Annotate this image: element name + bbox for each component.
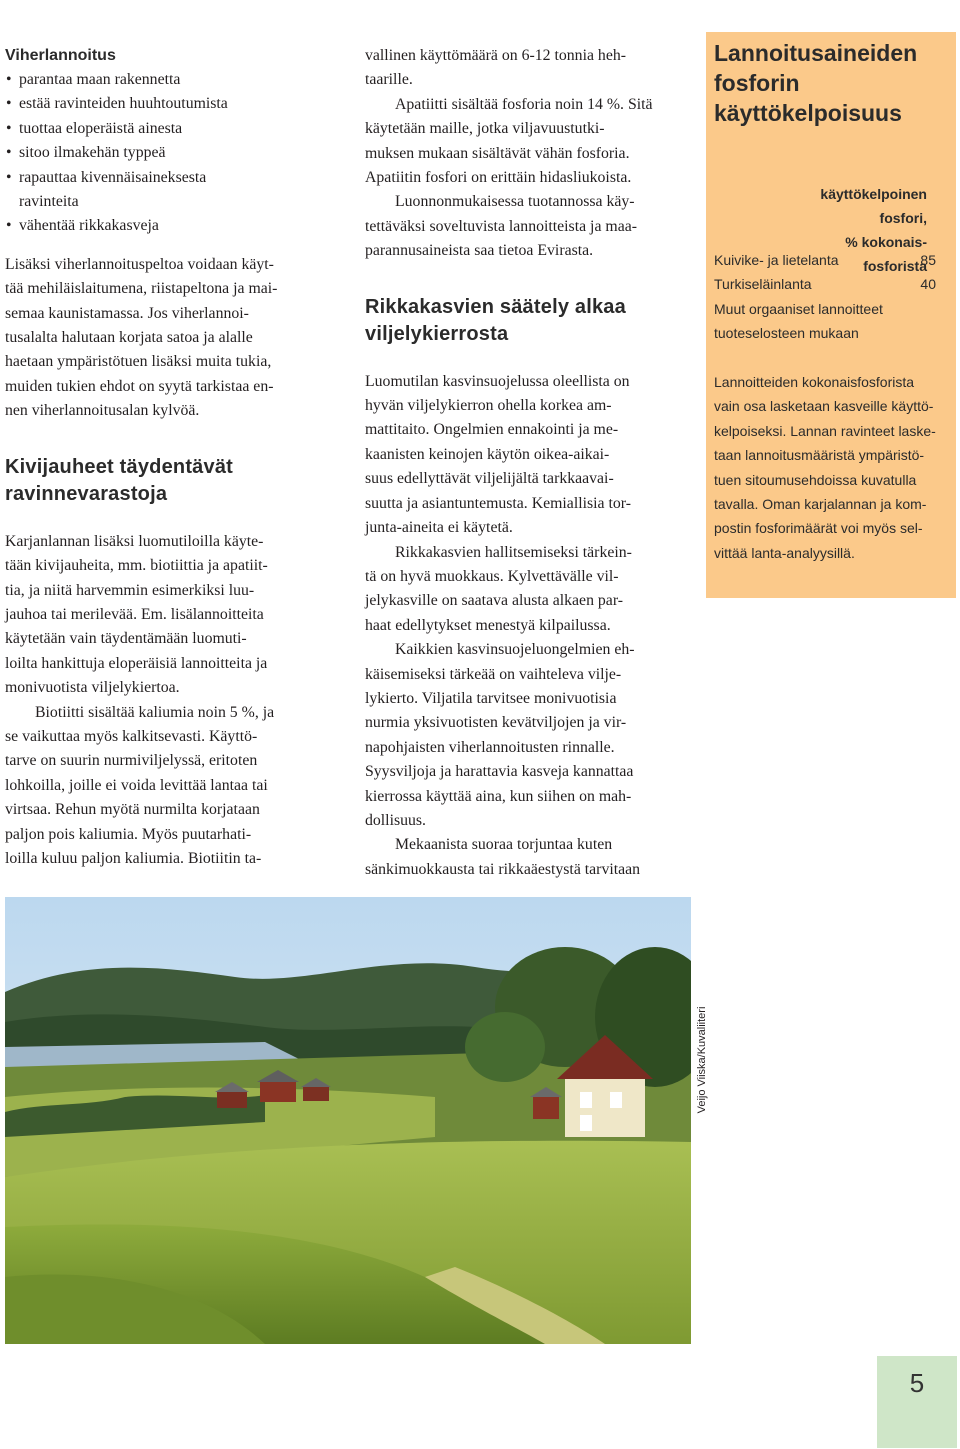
page-number: 5 bbox=[909, 1368, 925, 1398]
text-line: Syysviljoja ja harattavia kasveja kannattaa bbox=[365, 763, 634, 781]
paragraph-viljelykierto bbox=[365, 638, 690, 833]
text-line: Karjanlannan lisäksi luomutiloilla käyte- bbox=[5, 532, 264, 550]
text-line: Kaikkien kasvinsuojeluongelmien eh- bbox=[395, 641, 635, 659]
text-line: tusalalta halutaan korjata satoa ja alalle bbox=[5, 329, 253, 347]
text-line: Lisäksi viherlannoituspeltoa voidaan käyt- bbox=[5, 255, 274, 273]
paragraph-kayttomaara bbox=[365, 44, 690, 93]
text-line: se vaikuttaa myös kalkitsevasti. Käyttö- bbox=[5, 727, 258, 745]
list-item bbox=[5, 214, 330, 238]
paragraph-muokkaus bbox=[365, 541, 690, 639]
list-item bbox=[5, 190, 330, 214]
text-line: Luonnonmukaisessa tuotannossa käy- bbox=[395, 193, 635, 211]
paragraph-viherlannoituspelto bbox=[5, 253, 330, 424]
column-header-line: % kokonais- bbox=[845, 234, 927, 250]
text-line: junta-aineita ei käytetä. bbox=[365, 519, 513, 537]
list-item bbox=[5, 117, 330, 141]
sidebar-note-line: vittää lanta-analyysillä. bbox=[714, 544, 855, 561]
text-line: muiden tukien ehdot on syytä tarkistaa en- bbox=[5, 377, 274, 395]
text-line: paljon pois kaliumia. Myös puutarhati- bbox=[5, 825, 252, 843]
sidebar-note-line: tavalla. Oman karjalannan ja kom- bbox=[714, 496, 927, 513]
table-row bbox=[714, 321, 946, 345]
table-row bbox=[714, 297, 946, 321]
sidebar-title-line: fosforin bbox=[714, 70, 800, 96]
sidebar-title bbox=[714, 38, 952, 128]
text-line: suus edellyttävät viljelijältä tarkkaavai- bbox=[365, 470, 614, 488]
list-item-text: ravinteita bbox=[19, 193, 79, 211]
heading-line: ravinnevarastoja bbox=[5, 482, 168, 505]
text-line: nurmia yksivuotisten kevätviljojen ja vir- bbox=[365, 714, 627, 732]
text-line: tää mehiläislaitumena, riistapeltona ja mai- bbox=[5, 280, 278, 298]
heading-line: viljelykierrosta bbox=[365, 322, 509, 345]
text-line: lykierto. Viljatila tarvitsee monivuotisia bbox=[365, 689, 617, 707]
table-row-label: tuoteselosteen mukaan bbox=[714, 325, 859, 342]
text-line: Rikkakasvien hallitsemiseksi tärkein- bbox=[395, 543, 632, 561]
bullet-icon: • bbox=[6, 144, 12, 162]
left-column bbox=[5, 44, 330, 871]
sidebar-note-line: taan lannoitusmääristä ympäristö- bbox=[714, 447, 925, 464]
rikkakasvien-heading bbox=[365, 294, 690, 348]
paragraph-kivijauheet bbox=[5, 530, 330, 701]
text-line: muksen mukaan sisältävät vähän fosforia. bbox=[365, 144, 630, 162]
text-line: Biotiitti sisältää kaliumia noin 5 %, ja bbox=[35, 703, 275, 721]
text-line: Luomutilan kasvinsuojelussa oleellista on bbox=[365, 372, 630, 390]
list-item-text: parantaa maan rakennetta bbox=[19, 71, 181, 88]
text-line: napohjaisten viherlannoitusten rinnalle. bbox=[365, 738, 615, 756]
kivijauheet-heading bbox=[5, 454, 330, 508]
text-line: lohkoilla, joille ei voida levittää lantaa tai bbox=[5, 776, 268, 794]
text-line: loilta hankittuja eloperäisiä lannoitteita ja bbox=[5, 654, 268, 672]
landscape-photo-illustration bbox=[5, 897, 691, 1344]
text-line: tään kivijauheita, mm. biotiittia ja apatiit- bbox=[5, 557, 268, 575]
text-line: Apatiitin fosfori on erittäin hidasliukoista. bbox=[365, 169, 632, 187]
table-row bbox=[714, 248, 946, 272]
heading-line: Kivijauheet täydentävät bbox=[5, 455, 234, 478]
table-row-value: 40 bbox=[920, 276, 936, 293]
list-item bbox=[5, 166, 330, 190]
text-line: tä on hyvä muokkaus. Kylvettävälle vil- bbox=[365, 567, 619, 585]
table-row-label: Turkiseläinlanta bbox=[714, 276, 812, 293]
phosphorus-availability-sidebar bbox=[706, 32, 956, 598]
table-row-label: Kuivike- ja lietelanta bbox=[714, 252, 839, 268]
text-line: käisemiseksi tärkeää on vaihteleva vilje- bbox=[365, 665, 622, 683]
page-number-box bbox=[877, 1356, 957, 1448]
viherlannoitus-benefits-list bbox=[5, 68, 330, 239]
sidebar-title-line: käyttökelpoisuus bbox=[714, 100, 902, 126]
bullet-icon: • bbox=[6, 217, 12, 235]
list-item bbox=[5, 68, 330, 92]
text-line: mattitaito. Ongelmien ennakointi ja me- bbox=[365, 421, 619, 439]
column-header-line: fosfori, bbox=[879, 210, 927, 226]
photo-credit bbox=[696, 1005, 708, 1115]
landscape-photo bbox=[5, 897, 691, 1344]
bullet-icon: • bbox=[6, 95, 12, 113]
list-item-text: rapauttaa kivennäisaineksesta bbox=[19, 168, 207, 186]
text-line: haat edellytykset menestyä kilpailussa. bbox=[365, 616, 611, 634]
viherlannoitus-heading: Viherlannoitus bbox=[5, 47, 116, 64]
list-item bbox=[5, 141, 330, 165]
text-line: haetaan ympäristötuen lisäksi muita tukia, bbox=[5, 353, 272, 371]
sidebar-note-line: tuen sitoumusehdoissa kuvatulla bbox=[714, 471, 917, 488]
column-header-line: käyttökelpoinen bbox=[820, 186, 927, 202]
paragraph-apatiitti bbox=[365, 93, 690, 191]
list-item-text: estää ravinteiden huuhtoutumista bbox=[19, 95, 228, 113]
text-line: käytetään vain täydentämään luomuti- bbox=[5, 630, 247, 648]
middle-column bbox=[365, 44, 690, 882]
sidebar-table bbox=[714, 248, 946, 346]
text-line: dollisuus. bbox=[365, 811, 427, 829]
list-item-text: sitoo ilmakehän typpeä bbox=[19, 144, 166, 162]
text-line: jauhoa tai merilevää. Em. lisälannoitteita bbox=[5, 605, 264, 623]
sidebar-note-line: kelpoiseksi. Lannan ravinteet laske- bbox=[714, 422, 936, 439]
paragraph-mekaaninen-torjunta bbox=[365, 833, 690, 882]
text-line: semaa kaunistamassa. Jos viherlannoi- bbox=[5, 304, 249, 322]
bullet-icon: • bbox=[6, 168, 12, 186]
column-header-line: fosforista bbox=[863, 258, 927, 274]
text-line: tettäväksi soveltuvista lannoitteista ja maa- bbox=[365, 217, 637, 235]
text-line: kaanisten keinojen käytön oikea-aikai- bbox=[365, 445, 610, 463]
text-line: kierrossa käyttää aina, kun siihen on mah- bbox=[365, 787, 632, 805]
text-line: nen viherlannoitusalan kylvöä. bbox=[5, 402, 200, 420]
text-line: tia, ja niitä harvemmin esimerkiksi luu- bbox=[5, 581, 255, 599]
sidebar-note bbox=[714, 370, 954, 565]
list-item-text: tuottaa eloperäistä ainesta bbox=[19, 119, 183, 137]
text-line: tarve on suurin nurmiviljelyssä, eritoten bbox=[5, 752, 258, 770]
text-line: käytetään maille, jotka viljavuustutki- bbox=[365, 120, 605, 138]
list-item bbox=[5, 92, 330, 116]
text-line: Mekaanista suoraa torjuntaa kuten bbox=[395, 836, 613, 854]
text-line: vallinen käyttömäärä on 6-12 tonnia heh- bbox=[365, 47, 627, 64]
text-line: sänkimuokkausta tai rikkaäestystä tarvitaan bbox=[365, 860, 641, 878]
text-line: monivuotista viljelykiertoa. bbox=[5, 679, 180, 697]
bullet-icon: • bbox=[6, 119, 12, 137]
text-line: parannusaineista saa tietoa Evirasta. bbox=[365, 242, 594, 260]
sidebar-note-line: postin fosforimäärät voi myös sel- bbox=[714, 520, 923, 537]
text-line: suutta ja asiantuntemusta. Kemiallisia tor- bbox=[365, 494, 631, 512]
text-line: loilla kuluu paljon kaliumia. Biotiitin ta- bbox=[5, 849, 262, 867]
bullet-icon: • bbox=[6, 71, 12, 88]
paragraph-biotiitti bbox=[5, 701, 330, 872]
list-item-text: vähentää rikkakasveja bbox=[19, 217, 159, 235]
sidebar-note-line: vain osa lasketaan kasveille käyttö- bbox=[714, 398, 934, 415]
text-line: taarille. bbox=[365, 71, 413, 89]
sidebar-note-line: Lannoitteiden kokonaisfosforista bbox=[714, 374, 915, 390]
text-line: jelykasville on saatava alusta alkaen par- bbox=[365, 592, 624, 610]
photo-credit-text: Veijo Viiska/Kuvaliiteri bbox=[696, 1006, 708, 1114]
table-row bbox=[714, 272, 946, 296]
paragraph-evira bbox=[365, 190, 690, 263]
table-row-label: Muut orgaaniset lannoitteet bbox=[714, 300, 883, 317]
heading-line: Rikkakasvien säätely alkaa bbox=[365, 295, 626, 318]
table-row-value: 85 bbox=[920, 252, 936, 268]
sidebar-title-line: Lannoitusaineiden bbox=[714, 40, 918, 66]
text-line: virtsaa. Rehun myötä nurmilta korjataan bbox=[5, 801, 260, 819]
text-line: Apatiitti sisältää fosforia noin 14 %. Sitä bbox=[395, 95, 653, 113]
text-line: hyvän viljelykierron ohella korkea am- bbox=[365, 397, 612, 415]
paragraph-kasvinsuojelu bbox=[365, 370, 690, 541]
